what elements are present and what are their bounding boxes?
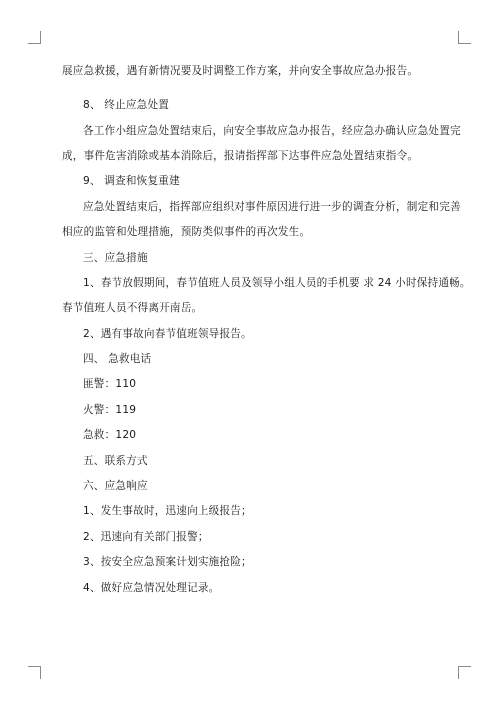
paragraph-line: 各工作小组应急处置结束后，向安全事故应急办报告，经应急办确认应急处置完 xyxy=(83,125,461,137)
crop-mark-bottom-left xyxy=(28,666,41,679)
section-heading: 五、联系方式 xyxy=(83,455,148,467)
phone-entry: 火警：119 xyxy=(83,404,137,416)
crop-mark-top-right xyxy=(458,31,471,44)
phone-entry: 急救：120 xyxy=(83,429,137,441)
section-heading: 9、 调查和恢复重建 xyxy=(83,175,180,187)
section-heading: 三、应急措施 xyxy=(83,252,148,264)
paragraph-line: 2、遇有事故向春节值班领导报告。 xyxy=(83,328,252,340)
paragraph-line: 成，事件危害消除或基本消除后，报请指挥部下达事件应急处置结束指令。 xyxy=(62,150,419,162)
list-item: 3、按安全应急预案计划实施抢险； xyxy=(83,556,252,568)
paragraph-line: 春节值班人员不得离开南岳。 xyxy=(62,302,203,314)
list-item: 1、发生事故时，迅速向上级报告； xyxy=(83,505,252,517)
crop-mark-top-left xyxy=(28,31,41,44)
paragraph-line: 1、春节放假期间，春节值班人员及领导小组人员的手机要 求 24 小时保持通畅。 xyxy=(83,277,471,289)
phone-entry: 匪警：110 xyxy=(83,378,137,390)
crop-mark-bottom-right xyxy=(458,666,471,679)
paragraph-line: 展应急救援，遇有新情况要及时调整工作方案，并向安全事故应急办报告。 xyxy=(62,65,419,77)
list-item: 2、迅速向有关部门报警； xyxy=(83,531,209,543)
section-heading: 四、 急救电话 xyxy=(83,353,152,365)
paragraph-line: 应急处置结束后，指挥部应组织对事件原因进行进一步的调查分析，制定和完善 xyxy=(83,201,461,213)
list-item: 4、做好应急情况处理记录。 xyxy=(83,582,220,594)
section-heading: 8、 终止应急处置 xyxy=(83,99,170,111)
paragraph-line: 相应的监管和处理措施，预防类似事件的再次发生。 xyxy=(62,226,311,238)
section-heading: 六、应急响应 xyxy=(83,480,148,492)
